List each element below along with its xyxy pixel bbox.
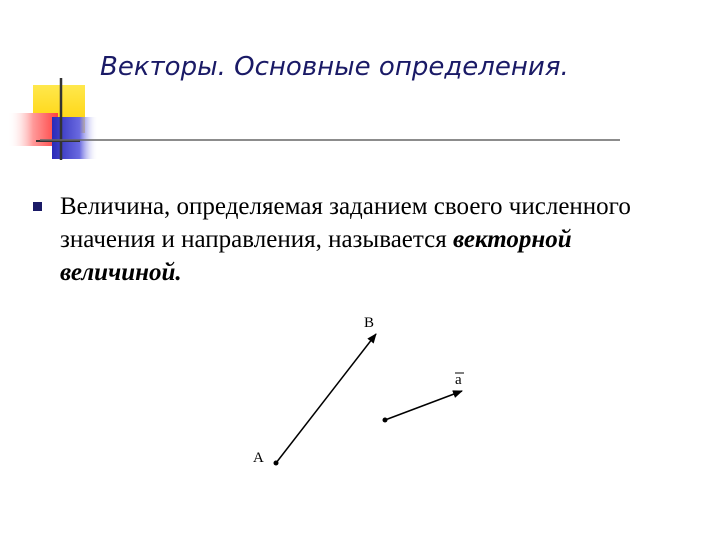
body-text-main: Величина, определяемая заданием своего численного значения и направления, называется xyxy=(60,193,631,253)
point-b-label: В xyxy=(364,315,375,331)
vector-a-line xyxy=(385,391,462,420)
vector-ab-line xyxy=(276,334,376,463)
vector-a-label: a xyxy=(455,372,462,388)
slide-title: Векторы. Основные определения. xyxy=(100,52,569,82)
point-a-label: А xyxy=(253,450,264,466)
point-a-dot xyxy=(274,461,279,466)
body-text-emphasis: векторной величиной. xyxy=(60,226,572,286)
vector-a-start-dot xyxy=(383,418,388,423)
